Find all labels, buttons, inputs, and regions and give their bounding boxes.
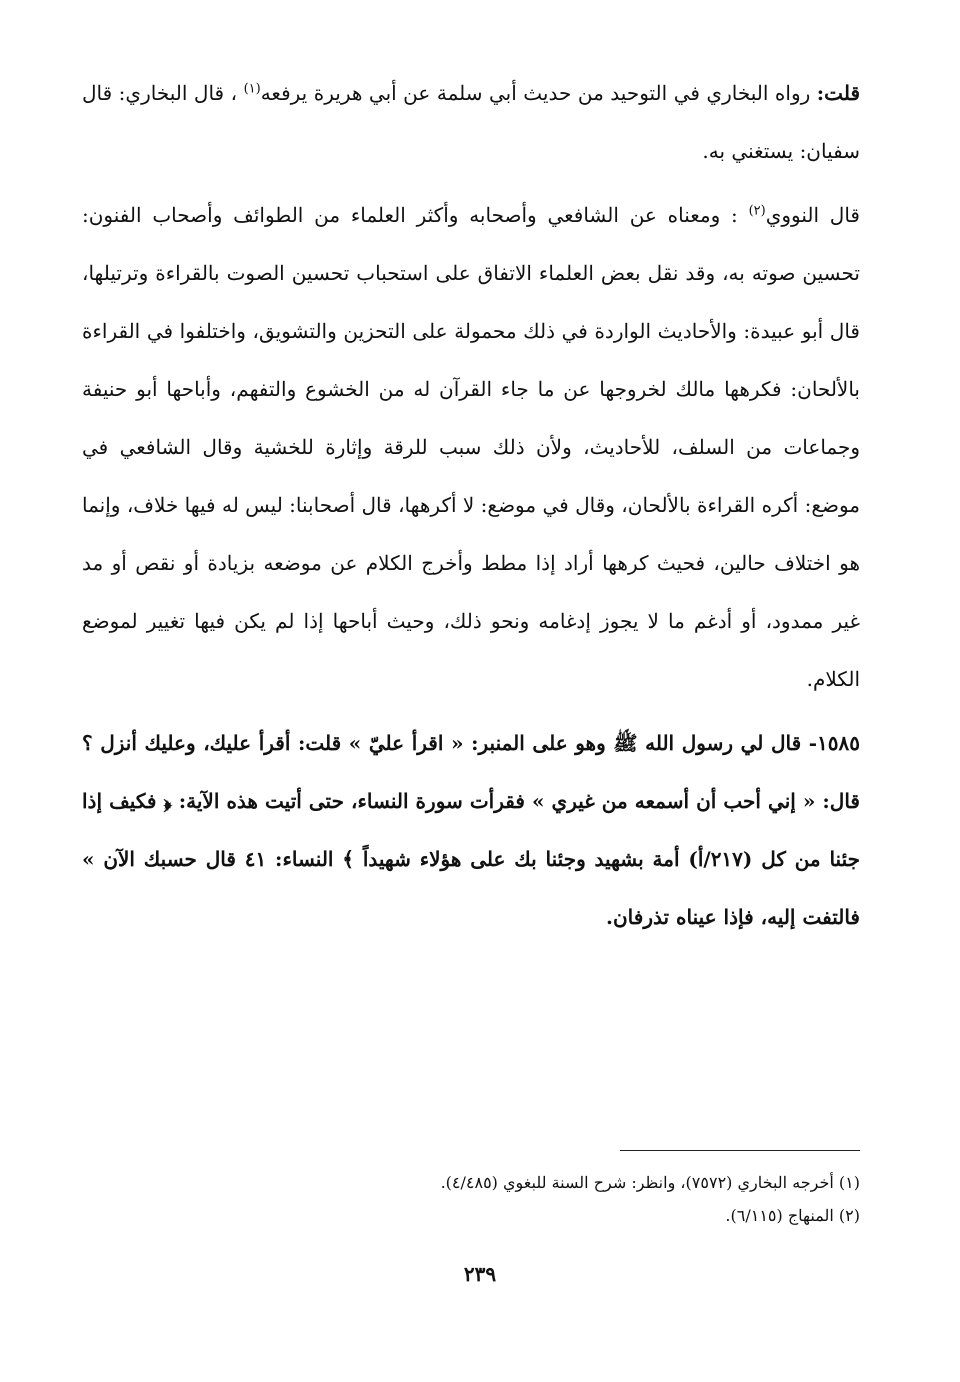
footnote-ref-1: (١) [243,81,261,97]
main-text [82,64,860,946]
footnote-2: (٢) المنهاج (٦/١١٥). [725,1206,860,1225]
paragraph-2 [82,186,860,708]
paragraph-text: ، قال البخاري: قال سفيان: يستغني به. [82,81,860,163]
paragraph-text: : ومعناه عن الشافعي وأصحابه وأكثر العلماء من الطوائف وأصحاب الفنون: تحسين صوته به، وقد نقل بعض العلماء الاتفاق على استحباب تحسين الصوت بالقراءة وترتيلها، قال أبو عبيدة: والأحاديث الواردة في ذلك محمولة على التحزين والتشويق، واختلفوا في القراءة بالألحان: فكرهها مالك لخروجها عن ما جاء القرآن له من الخشوع والتفهم، وأباحها أبو حنيفة وجماعات من السلف، للأحاديث، ولأن ذلك سبب للرقة وإثارة للخشية وقال الشافعي في موضع: أكره القراءة بالألحان، وقال في موضع: لا أكرهها، قال أصحابنا: ليس له فيها خلاف، وإنما هو اختلاف حالين، فحيث كرهها أراد إذا مطط وأخرج الكلام عن موضعه بزيادة أو نقص أو مد غير ممدود، أو أدغم ما لا يجوز إدغامه ونحو ذلك، وحيث أباحها إذا لم يكن فيها تغيير لموضع الكلام. [82,203,860,691]
footnote-ref-2: (٢) [748,203,766,219]
footnote-divider [620,1150,860,1151]
paragraph-text: قال النووي [765,203,860,227]
hadith-paragraph: ١٥٨٥- قال لي رسول الله ﷺ وهو على المنبر: « اقرأ عليّ » قلت: أقرأ عليك، وعليك أنزل ؟ قال: « إني أحب أن أسمعه من غيري » فقرأت سورة النساء، حتى أتيت هذه الآية: ﴿ فكيف إذا جئنا من كل (٢١٧/أ) أمة بشهيد وجئنا بك على هؤلاء شهيداً ﴾ النساء: ٤١ قال حسبك الآن » فالتفت إليه، فإذا عيناه تذرفان. [82,731,860,929]
paragraph-lead: قلت: [816,81,860,105]
footnote-1: (١) أخرجه البخاري (٧٥٧٢)، وانظر: شرح السنة للبغوي (٤/٤٨٥). [440,1173,860,1192]
footnotes [82,1166,860,1232]
paragraph-text: رواه البخاري في التوحيد من حديث أبي سلمة عن أبي هريرة يرفعه [260,81,817,105]
page-number: ٢٣٩ [463,1262,497,1286]
paragraph-1 [82,64,860,180]
